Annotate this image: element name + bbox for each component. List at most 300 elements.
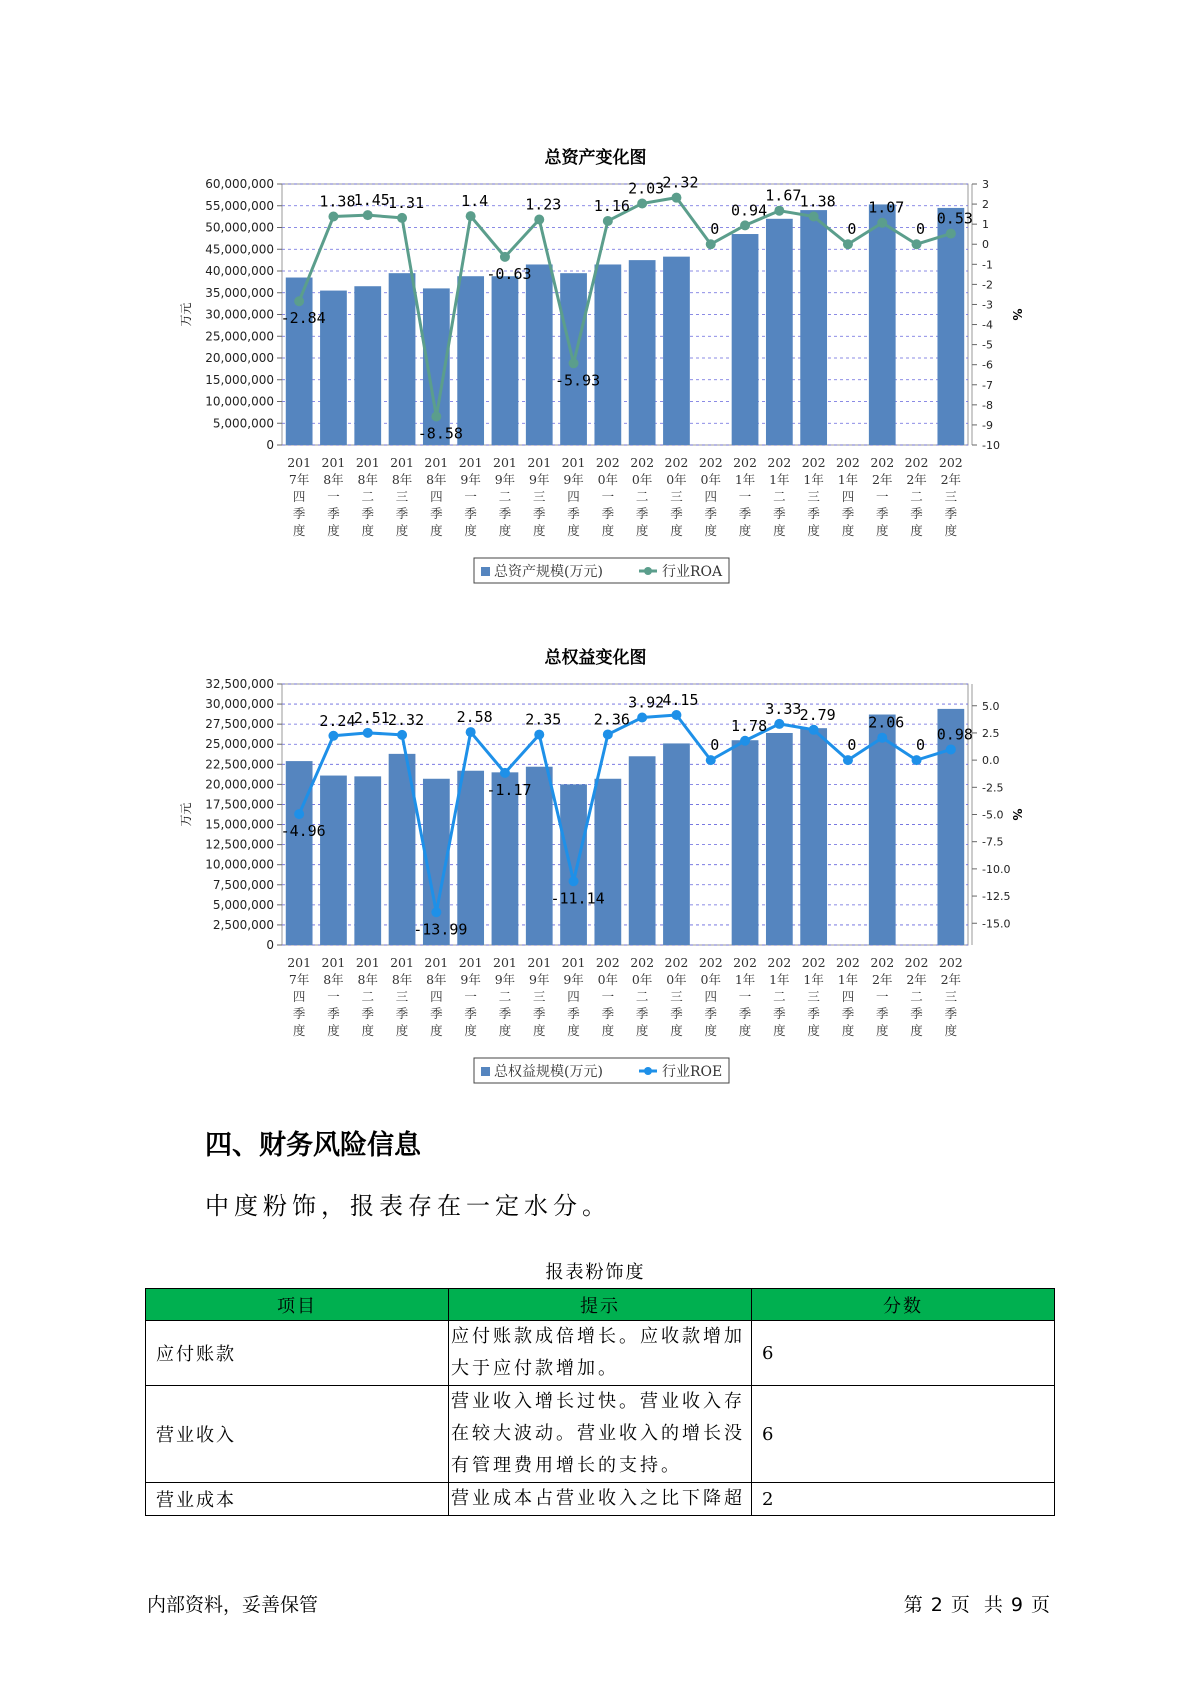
x-tick-label: 2年 (940, 972, 962, 987)
x-tick-label: 2年 (906, 972, 927, 987)
x-tick-label: 度 (430, 523, 443, 538)
y-tick-label: 7,500,000 (212, 877, 274, 892)
data-label: 2.32 (662, 173, 699, 192)
x-tick-label: 2年 (872, 972, 893, 987)
x-tick-label: 度 (738, 523, 752, 538)
data-label: 1.4 (461, 192, 489, 211)
x-tick-label: 四 (567, 989, 580, 1004)
line-point (294, 809, 304, 819)
x-tick-label: 202 (836, 955, 860, 970)
y-tick-label: 5,000,000 (212, 416, 274, 431)
row-score: 2 (752, 1483, 1055, 1516)
bar (457, 276, 484, 445)
bar (732, 740, 759, 945)
y2-tick-label: -1 (982, 258, 993, 272)
x-tick-label: 度 (464, 523, 477, 538)
line-point (843, 755, 853, 765)
x-tick-label: 季 (395, 506, 409, 521)
x-tick-label: 0年 (597, 472, 619, 487)
x-tick-label: 四 (292, 989, 306, 1004)
data-label: -13.99 (413, 920, 468, 939)
x-tick-label: 二 (910, 489, 923, 504)
x-tick-label: 季 (567, 1006, 580, 1021)
line-point (534, 215, 544, 225)
x-tick-label: 度 (704, 523, 718, 538)
x-tick-label: 度 (327, 1023, 340, 1038)
x-tick-label: 202 (801, 955, 826, 970)
legend-bar-swatch (481, 567, 490, 576)
x-tick-label: 度 (601, 1023, 615, 1038)
table-header-row (146, 1289, 1055, 1321)
x-tick-label: 9年 (563, 972, 584, 987)
x-tick-label: 202 (733, 955, 757, 970)
data-label: -5.93 (554, 371, 601, 390)
line-point (603, 216, 613, 226)
legend-line-label: 行业ROA (662, 564, 723, 580)
x-tick-label: 季 (807, 1006, 820, 1021)
x-tick-label: 季 (601, 506, 615, 521)
data-label: 1.16 (593, 196, 630, 215)
y2-tick-label: -8 (982, 398, 993, 412)
x-tick-label: 一 (464, 989, 477, 1004)
row-hint: 营业收入增长过快。营业收入存在较大波动。营业收入的增长没有管理费用增长的支持。 (449, 1386, 752, 1483)
x-tick-label: 7年 (288, 972, 310, 987)
x-tick-label: 季 (361, 506, 375, 521)
total-pages: 9 (1010, 1594, 1023, 1616)
bar (937, 208, 964, 445)
y2-axis-title: % (1010, 308, 1024, 321)
x-tick-label: 度 (395, 523, 409, 538)
x-tick-label: 9年 (529, 972, 550, 987)
x-tick-label: 四 (704, 489, 718, 504)
x-tick-label: 季 (875, 1006, 889, 1021)
line-point (637, 198, 647, 208)
data-label: 2.03 (628, 179, 665, 198)
x-tick-label: 202 (904, 955, 929, 970)
line-point (603, 729, 613, 739)
line-point (569, 358, 579, 368)
bar (800, 728, 827, 945)
data-label: 0 (847, 220, 857, 239)
x-tick-label: 202 (664, 455, 689, 470)
x-tick-label: 202 (630, 955, 655, 970)
bar (560, 784, 587, 945)
total-prefix: 共 (983, 1594, 1003, 1616)
data-label: -0.63 (486, 264, 532, 283)
x-tick-label: 1年 (734, 972, 756, 987)
data-label: 1.38 (799, 192, 836, 211)
data-label: -8.58 (417, 424, 463, 443)
row-item: 营业收入 (146, 1386, 449, 1483)
x-tick-label: 一 (875, 989, 889, 1004)
line-point (809, 725, 819, 735)
data-label: 1.31 (387, 193, 425, 212)
y2-tick-label: -4 (982, 318, 993, 332)
bar (389, 273, 416, 445)
line-point (397, 730, 407, 740)
x-tick-label: 二 (773, 489, 786, 504)
line-point (706, 239, 716, 249)
x-tick-label: 202 (664, 955, 689, 970)
x-tick-label: 9年 (563, 472, 584, 487)
bar (594, 779, 621, 945)
bar (766, 219, 793, 445)
x-tick-label: 二 (361, 489, 375, 504)
y2-tick-label: -2.5 (982, 781, 1004, 795)
x-tick-label: 度 (773, 523, 786, 538)
x-tick-label: 度 (841, 523, 855, 538)
y-axis-title: 万元 (179, 802, 193, 827)
x-tick-label: 9年 (460, 972, 481, 987)
x-tick-label: 度 (532, 523, 546, 538)
risk-table (145, 1288, 1055, 1516)
x-tick-label: 度 (773, 1023, 786, 1038)
line-point (912, 239, 922, 249)
line-point (466, 727, 476, 737)
x-tick-label: 1年 (803, 472, 824, 487)
x-tick-label: 四 (841, 489, 855, 504)
x-tick-label: 度 (395, 1023, 409, 1038)
x-tick-label: 202 (801, 455, 826, 470)
data-label: 0 (710, 220, 720, 239)
legend-bar-label: 总权益规模(万元) (494, 1064, 603, 1080)
line-point (637, 712, 647, 722)
x-tick-label: 度 (875, 1023, 889, 1038)
legend-bar-swatch (481, 1067, 490, 1076)
x-tick-label: 度 (601, 523, 615, 538)
y-tick-label: 2,500,000 (212, 917, 274, 932)
y-tick-label: 0 (266, 938, 274, 952)
x-tick-label: 四 (567, 489, 580, 504)
x-tick-label: 202 (767, 955, 792, 970)
bar (286, 761, 313, 945)
data-label: -11.14 (550, 889, 605, 908)
line-point (912, 755, 922, 765)
x-tick-label: 度 (807, 1023, 820, 1038)
bar (354, 776, 381, 945)
x-tick-label: 一 (464, 489, 477, 504)
x-tick-label: 三 (944, 489, 958, 504)
table-row (146, 1386, 1055, 1483)
line-point (431, 907, 441, 917)
equity-chart (0, 670, 1191, 1130)
line-point (431, 411, 441, 421)
y-tick-label: 30,000,000 (205, 697, 274, 712)
x-tick-label: 202 (870, 455, 895, 470)
x-tick-label: 9年 (529, 472, 550, 487)
y-tick-label: 55,000,000 (205, 198, 274, 213)
y-tick-label: 10,000,000 (205, 394, 274, 409)
x-tick-label: 二 (361, 989, 375, 1004)
x-tick-label: 季 (498, 1006, 512, 1021)
line-point (466, 211, 476, 221)
x-tick-label: 季 (430, 1006, 443, 1021)
data-label: 1.45 (353, 191, 390, 210)
x-tick-label: 季 (464, 1006, 477, 1021)
x-tick-label: 度 (670, 1023, 683, 1038)
x-tick-label: 8年 (391, 972, 413, 987)
bar (457, 771, 484, 945)
line-point (397, 213, 407, 223)
line-point (946, 229, 956, 239)
footer-page-indicator (900, 1590, 1054, 1617)
section-heading: 四、财务风险信息 (205, 1130, 421, 1161)
x-tick-label: 三 (395, 489, 409, 504)
line-point (671, 710, 681, 720)
y-tick-label: 40,000,000 (205, 264, 274, 278)
x-tick-label: 度 (430, 1023, 443, 1038)
bar (869, 715, 896, 945)
x-tick-label: 季 (327, 506, 340, 521)
line-point (569, 876, 579, 886)
x-tick-label: 三 (807, 989, 820, 1004)
x-tick-label: 一 (738, 989, 752, 1004)
x-tick-label: 度 (910, 1023, 923, 1038)
x-tick-label: 7年 (288, 472, 310, 487)
y2-tick-label: -2 (982, 278, 993, 292)
total-unit: 页 (1030, 1594, 1050, 1616)
y2-axis-title: % (1010, 808, 1024, 821)
x-tick-label: 度 (910, 523, 923, 538)
y-tick-label: 35,000,000 (205, 285, 274, 300)
equity-chart-title: 总权益变化图 (544, 648, 647, 668)
data-label: 2.79 (799, 705, 836, 724)
data-label: 2.35 (525, 710, 562, 729)
x-tick-label: 度 (635, 523, 649, 538)
y2-tick-label: 5.0 (982, 699, 1000, 713)
y2-tick-label: -10.0 (982, 862, 1011, 876)
y2-tick-label: -6 (982, 358, 993, 372)
x-tick-label: 二 (635, 489, 649, 504)
line-point (363, 210, 373, 220)
x-tick-label: 季 (327, 1006, 340, 1021)
x-tick-label: 202 (630, 455, 655, 470)
x-tick-label: 季 (841, 506, 855, 521)
x-tick-label: 201 (458, 455, 483, 470)
y-tick-label: 0 (266, 438, 274, 452)
x-tick-label: 1年 (803, 972, 824, 987)
x-tick-label: 一 (601, 489, 615, 504)
x-tick-label: 二 (498, 989, 512, 1004)
data-label: 0.98 (936, 725, 973, 744)
line-point (877, 733, 887, 743)
x-tick-label: 1年 (769, 972, 790, 987)
x-tick-label: 201 (390, 955, 414, 970)
x-tick-label: 度 (875, 523, 889, 538)
x-tick-label: 201 (321, 455, 346, 470)
y2-tick-label: -3 (982, 298, 993, 312)
x-tick-label: 季 (464, 506, 477, 521)
x-tick-label: 季 (670, 506, 683, 521)
x-tick-label: 季 (430, 506, 443, 521)
x-tick-label: 9年 (494, 472, 516, 487)
data-label: 3.33 (765, 699, 802, 718)
x-tick-label: 1年 (837, 972, 859, 987)
y2-tick-label: -5.0 (982, 808, 1004, 822)
y-tick-label: 60,000,000 (205, 177, 274, 191)
x-tick-label: 202 (870, 955, 895, 970)
x-tick-label: 三 (670, 489, 683, 504)
x-tick-label: 202 (698, 955, 723, 970)
x-tick-label: 一 (327, 989, 340, 1004)
x-tick-label: 度 (361, 523, 375, 538)
x-tick-label: 度 (670, 523, 683, 538)
line-point (774, 206, 784, 216)
x-tick-label: 度 (567, 1023, 580, 1038)
x-tick-label: 度 (841, 1023, 855, 1038)
x-tick-label: 季 (635, 1006, 649, 1021)
x-tick-label: 8年 (323, 972, 344, 987)
line-point (946, 744, 956, 754)
x-tick-label: 201 (561, 955, 586, 970)
bar (869, 204, 896, 445)
y2-tick-label: -12.5 (982, 890, 1011, 904)
bar (594, 264, 621, 445)
y-tick-label: 20,000,000 (205, 777, 274, 792)
legend-bar-label: 总资产规模(万元) (494, 564, 603, 580)
y2-tick-label: -9 (982, 418, 993, 432)
x-tick-label: 8年 (391, 472, 413, 487)
x-tick-label: 季 (292, 1006, 306, 1021)
data-label: 2.32 (387, 710, 425, 729)
data-label: 0 (847, 736, 857, 755)
line-point (671, 193, 681, 203)
y2-tick-label: -15.0 (982, 917, 1011, 931)
x-tick-label: 一 (738, 489, 752, 504)
assets-chart (0, 170, 1191, 630)
x-tick-label: 度 (327, 523, 340, 538)
x-tick-label: 202 (595, 455, 620, 470)
table-row (146, 1321, 1055, 1386)
x-tick-label: 季 (841, 1006, 855, 1021)
bar (526, 264, 553, 445)
x-tick-label: 三 (532, 989, 546, 1004)
x-tick-label: 季 (738, 506, 752, 521)
row-score: 6 (752, 1386, 1055, 1483)
bar (629, 260, 656, 445)
x-tick-label: 季 (910, 506, 923, 521)
x-tick-label: 0年 (700, 472, 721, 487)
x-tick-label: 度 (361, 1023, 375, 1038)
x-tick-label: 二 (910, 989, 923, 1004)
x-tick-label: 度 (944, 523, 958, 538)
x-tick-label: 201 (527, 955, 552, 970)
x-tick-label: 度 (738, 1023, 752, 1038)
x-tick-label: 季 (773, 1006, 786, 1021)
x-tick-label: 一 (327, 489, 340, 504)
bar (663, 743, 690, 945)
x-tick-label: 季 (670, 1006, 683, 1021)
x-tick-label: 季 (944, 506, 958, 521)
x-tick-label: 202 (836, 455, 860, 470)
legend-line-marker (644, 567, 652, 575)
x-tick-label: 四 (704, 989, 718, 1004)
line-point (500, 768, 510, 778)
y2-tick-label: 0 (982, 238, 989, 252)
data-label: -1.17 (486, 780, 532, 799)
y-tick-label: 50,000,000 (205, 220, 274, 235)
x-tick-label: 季 (498, 506, 512, 521)
page-prefix: 第 (903, 1594, 923, 1616)
y-tick-label: 10,000,000 (205, 857, 274, 872)
x-tick-label: 201 (493, 455, 517, 470)
x-tick-label: 202 (904, 455, 929, 470)
line-point (809, 212, 819, 222)
y-tick-label: 45,000,000 (205, 242, 274, 257)
x-tick-label: 季 (532, 506, 546, 521)
data-label: 3.92 (628, 693, 665, 712)
data-label: 0 (710, 736, 720, 755)
x-tick-label: 二 (498, 489, 512, 504)
x-tick-label: 201 (561, 455, 586, 470)
page-unit: 页 (950, 1594, 970, 1616)
data-label: 0.94 (730, 201, 768, 220)
assets-chart-title: 总资产变化图 (544, 148, 647, 168)
x-tick-label: 一 (875, 489, 889, 504)
y2-tick-label: 2 (982, 198, 989, 212)
x-tick-label: 度 (498, 1023, 512, 1038)
data-label: -2.84 (280, 309, 326, 328)
legend-line-marker (644, 1067, 652, 1075)
header-item: 项目 (146, 1289, 449, 1321)
x-tick-label: 一 (601, 989, 615, 1004)
x-tick-label: 202 (938, 455, 963, 470)
x-tick-label: 季 (704, 1006, 718, 1021)
x-tick-label: 二 (635, 989, 649, 1004)
x-tick-label: 季 (807, 506, 820, 521)
x-tick-label: 8年 (426, 472, 447, 487)
y2-tick-label: -7 (982, 378, 993, 392)
x-tick-label: 季 (738, 1006, 752, 1021)
x-tick-label: 度 (635, 1023, 649, 1038)
y2-tick-label: 2.5 (982, 726, 1000, 740)
x-tick-label: 8年 (426, 972, 447, 987)
x-tick-label: 三 (670, 989, 683, 1004)
data-label: -4.96 (280, 822, 326, 841)
y2-tick-label: -7.5 (982, 835, 1004, 849)
x-tick-label: 度 (498, 523, 512, 538)
line-point (294, 296, 304, 306)
x-tick-label: 三 (395, 989, 409, 1004)
x-tick-label: 201 (424, 455, 449, 470)
y-tick-label: 27,500,000 (205, 717, 274, 732)
line-point (500, 252, 510, 262)
bar (320, 776, 347, 945)
line-point (706, 755, 716, 765)
bar (766, 733, 793, 945)
x-tick-label: 0年 (666, 972, 687, 987)
row-score: 6 (752, 1321, 1055, 1386)
table-caption: 报表粉饰度 (545, 1262, 646, 1283)
x-tick-label: 201 (287, 455, 312, 470)
x-tick-label: 201 (321, 955, 346, 970)
x-tick-label: 季 (395, 1006, 409, 1021)
data-label: 1.78 (730, 716, 768, 735)
x-tick-label: 季 (567, 506, 580, 521)
row-item: 应付账款 (146, 1321, 449, 1386)
data-label: 2.36 (593, 710, 630, 729)
line-point (363, 728, 373, 738)
row-hint: 营业成本占营业收入之比下降超 (449, 1483, 752, 1516)
bar (629, 756, 656, 945)
x-tick-label: 202 (938, 955, 963, 970)
x-tick-label: 201 (287, 955, 312, 970)
legend-line-label: 行业ROE (662, 1064, 723, 1080)
y-tick-label: 25,000,000 (205, 737, 274, 752)
x-tick-label: 季 (773, 506, 786, 521)
x-tick-label: 201 (355, 955, 380, 970)
x-tick-label: 度 (944, 1023, 958, 1038)
